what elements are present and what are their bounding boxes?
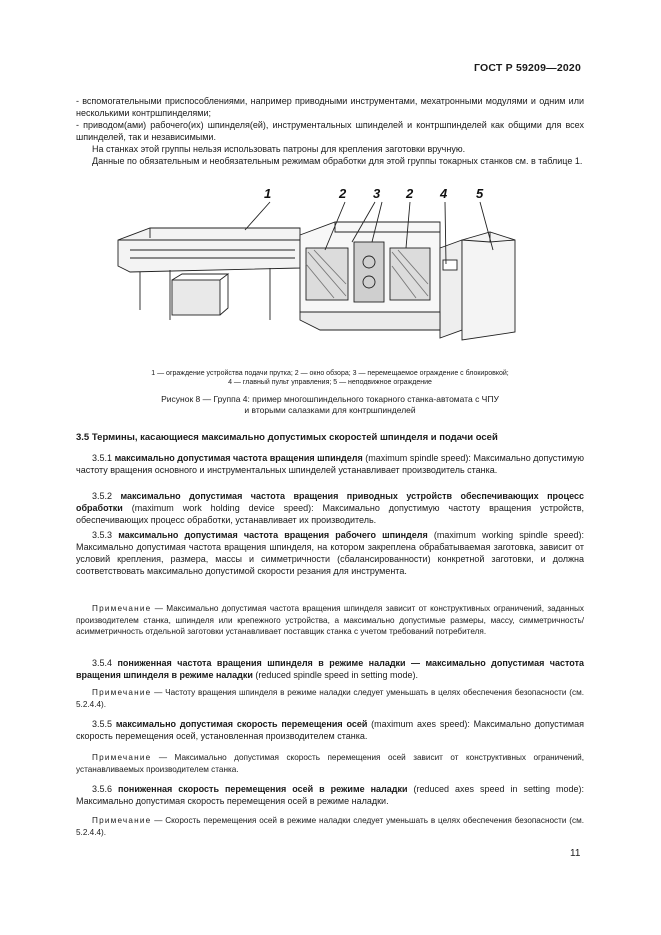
callout-1: 1 — [264, 186, 272, 201]
term-3-5-1: 3.5.1 максимально допустимая частота вращения шпинделя (maximum spindle speed): Максимально допустимую частоту вращения основного и инструментальных шпинделей устанавливает производитель станка. — [76, 453, 584, 475]
term-3-5-4: 3.5.4 пониженная частота вращения шпинделя в режиме наладки — максимально допустимая частота вращения шпинделя в режиме наладки (reduced spindle speed in setting mode). — [76, 658, 584, 680]
note-3-5-4: Примечание — Частоту вращения шпинделя в режиме наладки следует уменьшать в целях обеспечения безопасности (см. 5.2.4.4). — [76, 688, 584, 709]
note-3-5-5: Примечание — Максимально допустимая скорость перемещения осей зависит от конструктивных ограничений, устанавливаемых производителем станка. — [76, 753, 584, 774]
term-3-5-3: 3.5.3 максимально допустимая частота вращения рабочего шпинделя (maximum working spindle speed): Максимально допустимая частота вращения шпинделя, на котором закреплена обрабатываемая заготовка, зависит от условий крепления, размера, массы и симметричности (сбалансированности) конкретной заготовки, и должна соответствовать максимально допустимой скорости резания для инструмента. — [76, 530, 584, 576]
callout-2: 2 — [339, 186, 347, 201]
callout-5: 5 — [476, 186, 484, 201]
figure-caption-line-1: Рисунок 8 — Группа 4: пример многошпиндельного токарного станка-автомата с ЧПУ — [161, 394, 499, 404]
callout-2b: 2 — [406, 186, 414, 201]
note-3-5-3: Примечание — Максимально допустимая частота вращения шпинделя зависит от конструктивных ограничений, заданных производителем станка, шпинделя или крепежного устройства, а максимально допустимые размеры, массу, симметричность/асимметричность отдельной заготовки устанавливает поставщик станка с учетом требований потребителя. — [76, 604, 584, 636]
term-3-5-6: 3.5.6 пониженная скорость перемещения осей в режиме наладки (reduced axes speed in setting mode): Максимально допустимая скорость перемещения осей в режиме наладки. — [76, 784, 584, 806]
callout-4: 4 — [440, 186, 448, 201]
page-number: 11 — [570, 848, 581, 859]
intro-paragraph-1: На станках этой группы нельзя использовать патроны для крепления заготовки вручную. — [92, 144, 466, 154]
term-3-5-2: 3.5.2 максимально допустимая частота вращения приводных устройств обеспечивающих процесс обработки (maximum work holding device speed): Максимально допустимую частоту вращения устройств, обеспечивающих процесс обработки, устанавливает их производитель. — [76, 491, 584, 525]
intro-item-1: - вспомогательными приспособлениями, например приводными инструментами, мехатронными модулями и одним или несколькими контршпинделями; — [76, 96, 584, 118]
document-header: ГОСТ Р 59209—2020 — [473, 62, 581, 74]
term-3-5-5: 3.5.5 максимально допустимая скорость перемещения осей (maximum axes speed): Максимально допустимая скорость перемещения осей, установленная производителем станка. — [76, 719, 584, 741]
figure-legend-line-1: 1 — ограждение устройства подачи прутка; 2 — окно обзора; 3 — перемещаемое ограждение с блокировкой; — [151, 370, 509, 377]
intro-item-2: - приводом(ами) рабочего(их) шпинделя(ей), инструментальных шпинделей и контршпинделей как общими для всех шпинделей, так и независимыми. — [76, 120, 584, 142]
intro-paragraph-2: Данные по обязательным и необязательным режимам обработки для этой группы токарных станков см. в таблице 1. — [92, 156, 583, 166]
figure-legend-line-2: 4 — главный пульт управления; 5 — неподвижное ограждение — [228, 379, 432, 386]
note-3-5-6: Примечание — Скорость перемещения осей в режиме наладки следует уменьшать в целях обеспечения безопасности (см. 5.2.4.4). — [76, 816, 584, 837]
callout-3: 3 — [373, 186, 381, 201]
lathe-figure — [110, 180, 540, 360]
section-heading: 3.5 Термины, касающиеся максимально допустимых скоростей шпинделя и подачи осей — [76, 432, 498, 443]
figure-caption-line-2: и вторыми салазками для контршпинделей — [244, 405, 416, 415]
